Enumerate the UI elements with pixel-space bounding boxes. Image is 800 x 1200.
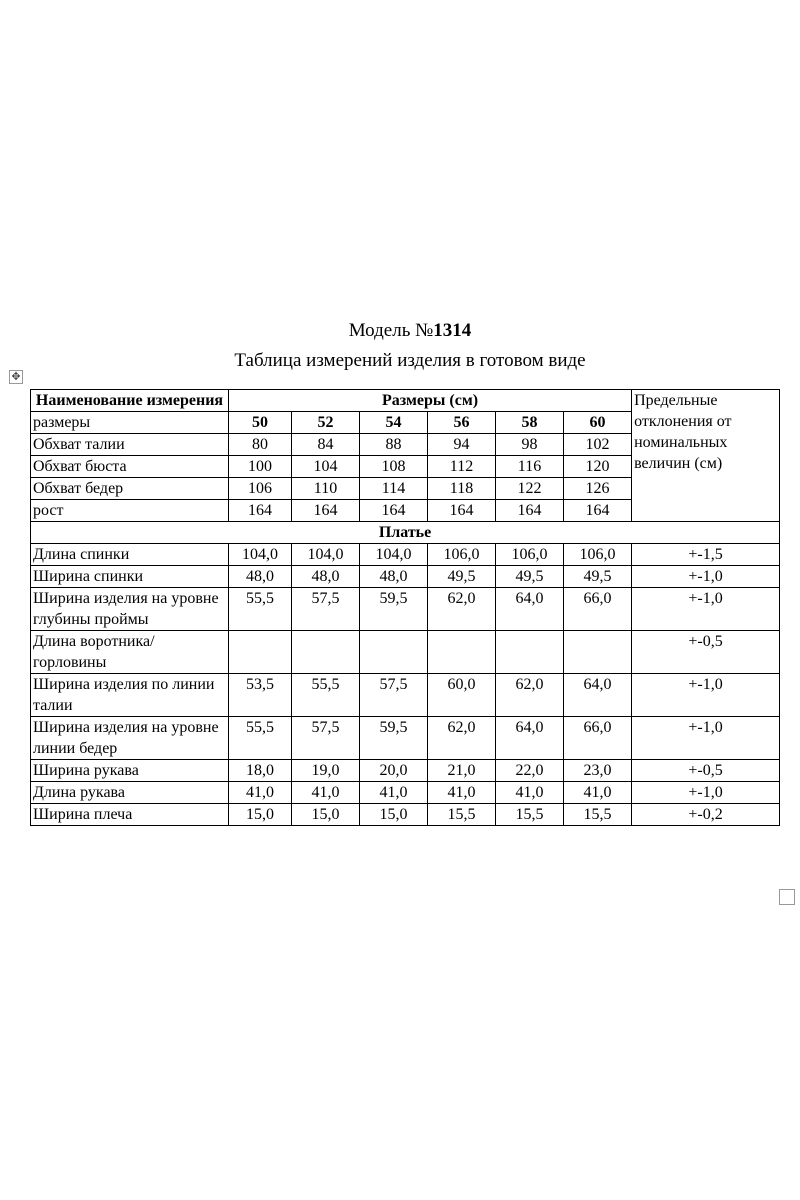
product-row-value: 57,5	[292, 717, 360, 760]
size-54: 54	[360, 412, 428, 434]
body-row-value: 80	[229, 434, 292, 456]
product-row-name: Длина воротника/горловины	[31, 631, 229, 674]
product-row-value	[360, 631, 428, 674]
body-row-value: 164	[229, 500, 292, 522]
product-row-value: 49,5	[564, 566, 632, 588]
product-row-value: 106,0	[564, 544, 632, 566]
body-row-value: 164	[564, 500, 632, 522]
product-row-value: 106,0	[428, 544, 496, 566]
product-row-value: 19,0	[292, 760, 360, 782]
product-row-tolerance: +-1,0	[632, 588, 780, 631]
body-row-value: 164	[428, 500, 496, 522]
product-row-value: 104,0	[292, 544, 360, 566]
product-row-value: 104,0	[229, 544, 292, 566]
product-row-name: Ширина рукава	[31, 760, 229, 782]
header-tolerance: Предельные отклонения от номинальных величин (см)	[632, 390, 780, 522]
measurement-table	[30, 389, 780, 826]
body-row-value: 104	[292, 456, 360, 478]
product-row-value: 15,5	[428, 804, 496, 826]
product-row-value: 106,0	[496, 544, 564, 566]
body-row-value: 106	[229, 478, 292, 500]
product-row-name: Ширина плеча	[31, 804, 229, 826]
table-resize-handle[interactable]	[779, 889, 795, 905]
sizes-label: размеры	[31, 412, 229, 434]
product-row-value: 104,0	[360, 544, 428, 566]
product-row-value: 41,0	[360, 782, 428, 804]
body-row-value: 84	[292, 434, 360, 456]
product-row-value: 64,0	[496, 588, 564, 631]
product-row-value: 57,5	[292, 588, 360, 631]
product-row-value: 21,0	[428, 760, 496, 782]
product-row-value: 18,0	[229, 760, 292, 782]
product-row-value: 62,0	[428, 588, 496, 631]
body-row-value: 110	[292, 478, 360, 500]
body-row-value: 98	[496, 434, 564, 456]
product-row-value	[229, 631, 292, 674]
body-row-value: 164	[496, 500, 564, 522]
product-row-tolerance: +-1,0	[632, 782, 780, 804]
product-row-value: 23,0	[564, 760, 632, 782]
body-row-value: 102	[564, 434, 632, 456]
product-row-value: 41,0	[292, 782, 360, 804]
product-row-value: 20,0	[360, 760, 428, 782]
product-row-value: 62,0	[428, 717, 496, 760]
product-row-name: Ширина изделия на уровне линии бедер	[31, 717, 229, 760]
product-row	[31, 782, 780, 804]
product-row-value: 48,0	[292, 566, 360, 588]
product-row-name: Длина рукава	[31, 782, 229, 804]
table-move-icon[interactable]: ✥	[9, 370, 23, 384]
product-row-name: Ширина спинки	[31, 566, 229, 588]
product-row-value: 15,0	[229, 804, 292, 826]
body-row-value: 112	[428, 456, 496, 478]
body-row-value: 108	[360, 456, 428, 478]
product-row	[31, 674, 780, 717]
body-row-value: 118	[428, 478, 496, 500]
title-prefix: Модель №	[348, 320, 434, 341]
header-name: Наименование измерения	[31, 390, 229, 412]
product-row-value: 55,5	[292, 674, 360, 717]
product-row-value: 41,0	[496, 782, 564, 804]
product-row-value: 41,0	[229, 782, 292, 804]
product-row-value: 57,5	[360, 674, 428, 717]
product-row-value: 49,5	[428, 566, 496, 588]
body-row-name: Обхват бюста	[31, 456, 229, 478]
body-row-value: 88	[360, 434, 428, 456]
body-row-value: 164	[292, 500, 360, 522]
product-row-tolerance: +-1,5	[632, 544, 780, 566]
size-56: 56	[428, 412, 496, 434]
product-row-value: 66,0	[564, 717, 632, 760]
product-row-value: 15,0	[360, 804, 428, 826]
product-row-tolerance: +-1,0	[632, 717, 780, 760]
product-row-value: 15,0	[292, 804, 360, 826]
body-row-name: Обхват бедер	[31, 478, 229, 500]
body-row-value: 100	[229, 456, 292, 478]
product-row-value: 59,5	[360, 588, 428, 631]
product-row-value: 55,5	[229, 588, 292, 631]
body-row-value: 114	[360, 478, 428, 500]
product-row-value: 15,5	[564, 804, 632, 826]
header-row	[31, 390, 780, 412]
product-row	[31, 717, 780, 760]
product-row	[31, 544, 780, 566]
product-row-value: 62,0	[496, 674, 564, 717]
product-row-value: 15,5	[496, 804, 564, 826]
product-row-value: 59,5	[360, 717, 428, 760]
body-row-name: рост	[31, 500, 229, 522]
product-row	[31, 631, 780, 674]
product-row-value: 64,0	[496, 717, 564, 760]
body-row-value: 122	[496, 478, 564, 500]
product-row-tolerance: +-0,2	[632, 804, 780, 826]
product-row-tolerance: +-0,5	[632, 760, 780, 782]
size-52: 52	[292, 412, 360, 434]
product-row-tolerance: +-0,5	[632, 631, 780, 674]
product-row-value: 41,0	[564, 782, 632, 804]
product-row-value: 66,0	[564, 588, 632, 631]
body-row-value: 116	[496, 456, 564, 478]
product-row-value	[496, 631, 564, 674]
product-row-name: Ширина изделия по линии талии	[31, 674, 229, 717]
document-title	[0, 320, 800, 342]
product-row	[31, 588, 780, 631]
section-row	[31, 522, 780, 544]
product-row-value: 48,0	[360, 566, 428, 588]
product-row-value	[292, 631, 360, 674]
product-row	[31, 566, 780, 588]
size-58: 58	[496, 412, 564, 434]
body-row-value: 126	[564, 478, 632, 500]
body-row-value: 164	[360, 500, 428, 522]
product-row-value: 22,0	[496, 760, 564, 782]
product-row-value	[564, 631, 632, 674]
size-60: 60	[564, 412, 632, 434]
product-row-value: 41,0	[428, 782, 496, 804]
body-row-value: 120	[564, 456, 632, 478]
product-row	[31, 760, 780, 782]
product-row	[31, 804, 780, 826]
product-row-name: Длина спинки	[31, 544, 229, 566]
product-row-value: 64,0	[564, 674, 632, 717]
product-row-tolerance: +-1,0	[632, 674, 780, 717]
body-row-name: Обхват талии	[31, 434, 229, 456]
body-row-value: 94	[428, 434, 496, 456]
document-subtitle: Таблица измерений изделия в готовом виде	[234, 350, 586, 371]
header-sizes: Размеры (см)	[229, 390, 632, 412]
product-row-value: 49,5	[496, 566, 564, 588]
section-label: Платье	[31, 522, 780, 544]
product-row-value: 53,5	[229, 674, 292, 717]
product-row-tolerance: +-1,0	[632, 566, 780, 588]
product-row-value	[428, 631, 496, 674]
product-row-name: Ширина изделия на уровне глубины проймы	[31, 588, 229, 631]
product-row-value: 55,5	[229, 717, 292, 760]
product-row-value: 48,0	[229, 566, 292, 588]
size-50: 50	[229, 412, 292, 434]
product-row-value: 60,0	[428, 674, 496, 717]
model-number: 1314	[433, 320, 472, 341]
